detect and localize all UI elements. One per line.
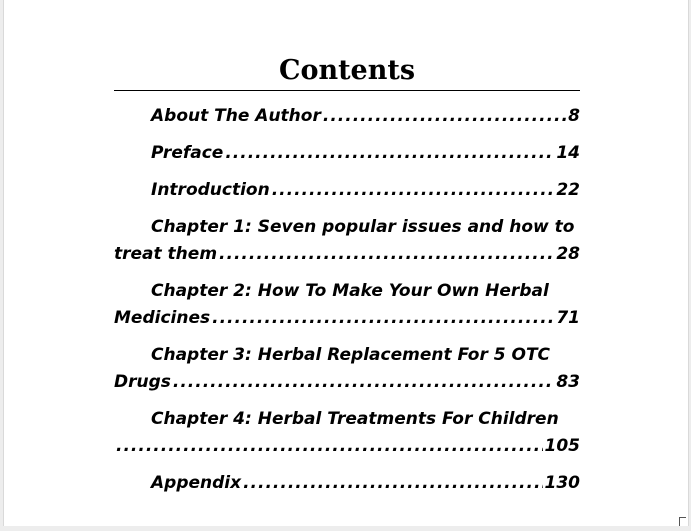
toc-page-number: 130 — [544, 473, 580, 493]
toc-entry-chapter-3[interactable] — [114, 342, 580, 396]
toc-leader-dots — [225, 140, 554, 167]
toc-entry-title-line1: Chapter 4: Herbal Treatments For Children — [151, 409, 559, 429]
toc-entry-preface[interactable] — [114, 140, 580, 167]
toc-entry-title-line2: treat them — [114, 244, 218, 264]
toc-page-number: 105 — [544, 436, 580, 456]
toc-entry-title: About The Author — [151, 106, 321, 126]
toc-leader-dots — [272, 177, 555, 204]
toc-leader-dots — [219, 241, 554, 268]
toc-entry-about-the-author[interactable] — [114, 103, 580, 130]
document-page — [3, 0, 689, 526]
toc-leader-dots — [212, 305, 554, 332]
toc-page-number: 22 — [556, 180, 580, 200]
page-corner-mark — [679, 517, 686, 526]
toc-entry-title-line1: Chapter 1: Seven popular issues and how to — [151, 217, 575, 237]
toc-entry-title: Introduction — [151, 180, 270, 200]
toc-leader-dots — [116, 433, 543, 460]
toc-entry-chapter-1[interactable] — [114, 214, 580, 268]
toc-entry-title-line2: Medicines — [114, 308, 211, 328]
toc-page-number: 14 — [556, 143, 580, 163]
toc-leader-dots — [243, 470, 542, 497]
toc-page-number: 71 — [556, 308, 580, 328]
toc-leader-dots — [323, 103, 566, 130]
toc-list — [114, 103, 580, 497]
toc-page-number: 28 — [556, 244, 580, 264]
toc-entry-title-line1: Chapter 2: How To Make Your Own Herbal — [151, 281, 549, 301]
contents-heading: Contents — [114, 54, 580, 91]
toc-entry-introduction[interactable] — [114, 177, 580, 204]
toc-entry-title: Appendix — [151, 473, 242, 493]
toc-page-number: 83 — [556, 372, 580, 392]
toc-entry-appendix[interactable] — [114, 470, 580, 497]
toc-entry-title-line1: Chapter 3: Herbal Replacement For 5 OTC — [151, 345, 551, 365]
toc-entry-chapter-2[interactable] — [114, 278, 580, 332]
toc-page-number: 8 — [568, 106, 580, 126]
toc-leader-dots — [173, 369, 554, 396]
toc-entry-chapter-4[interactable] — [114, 406, 580, 460]
toc-entry-title: Preface — [151, 143, 224, 163]
toc-entry-title-line2: Drugs — [114, 372, 171, 392]
table-of-contents — [114, 54, 580, 507]
